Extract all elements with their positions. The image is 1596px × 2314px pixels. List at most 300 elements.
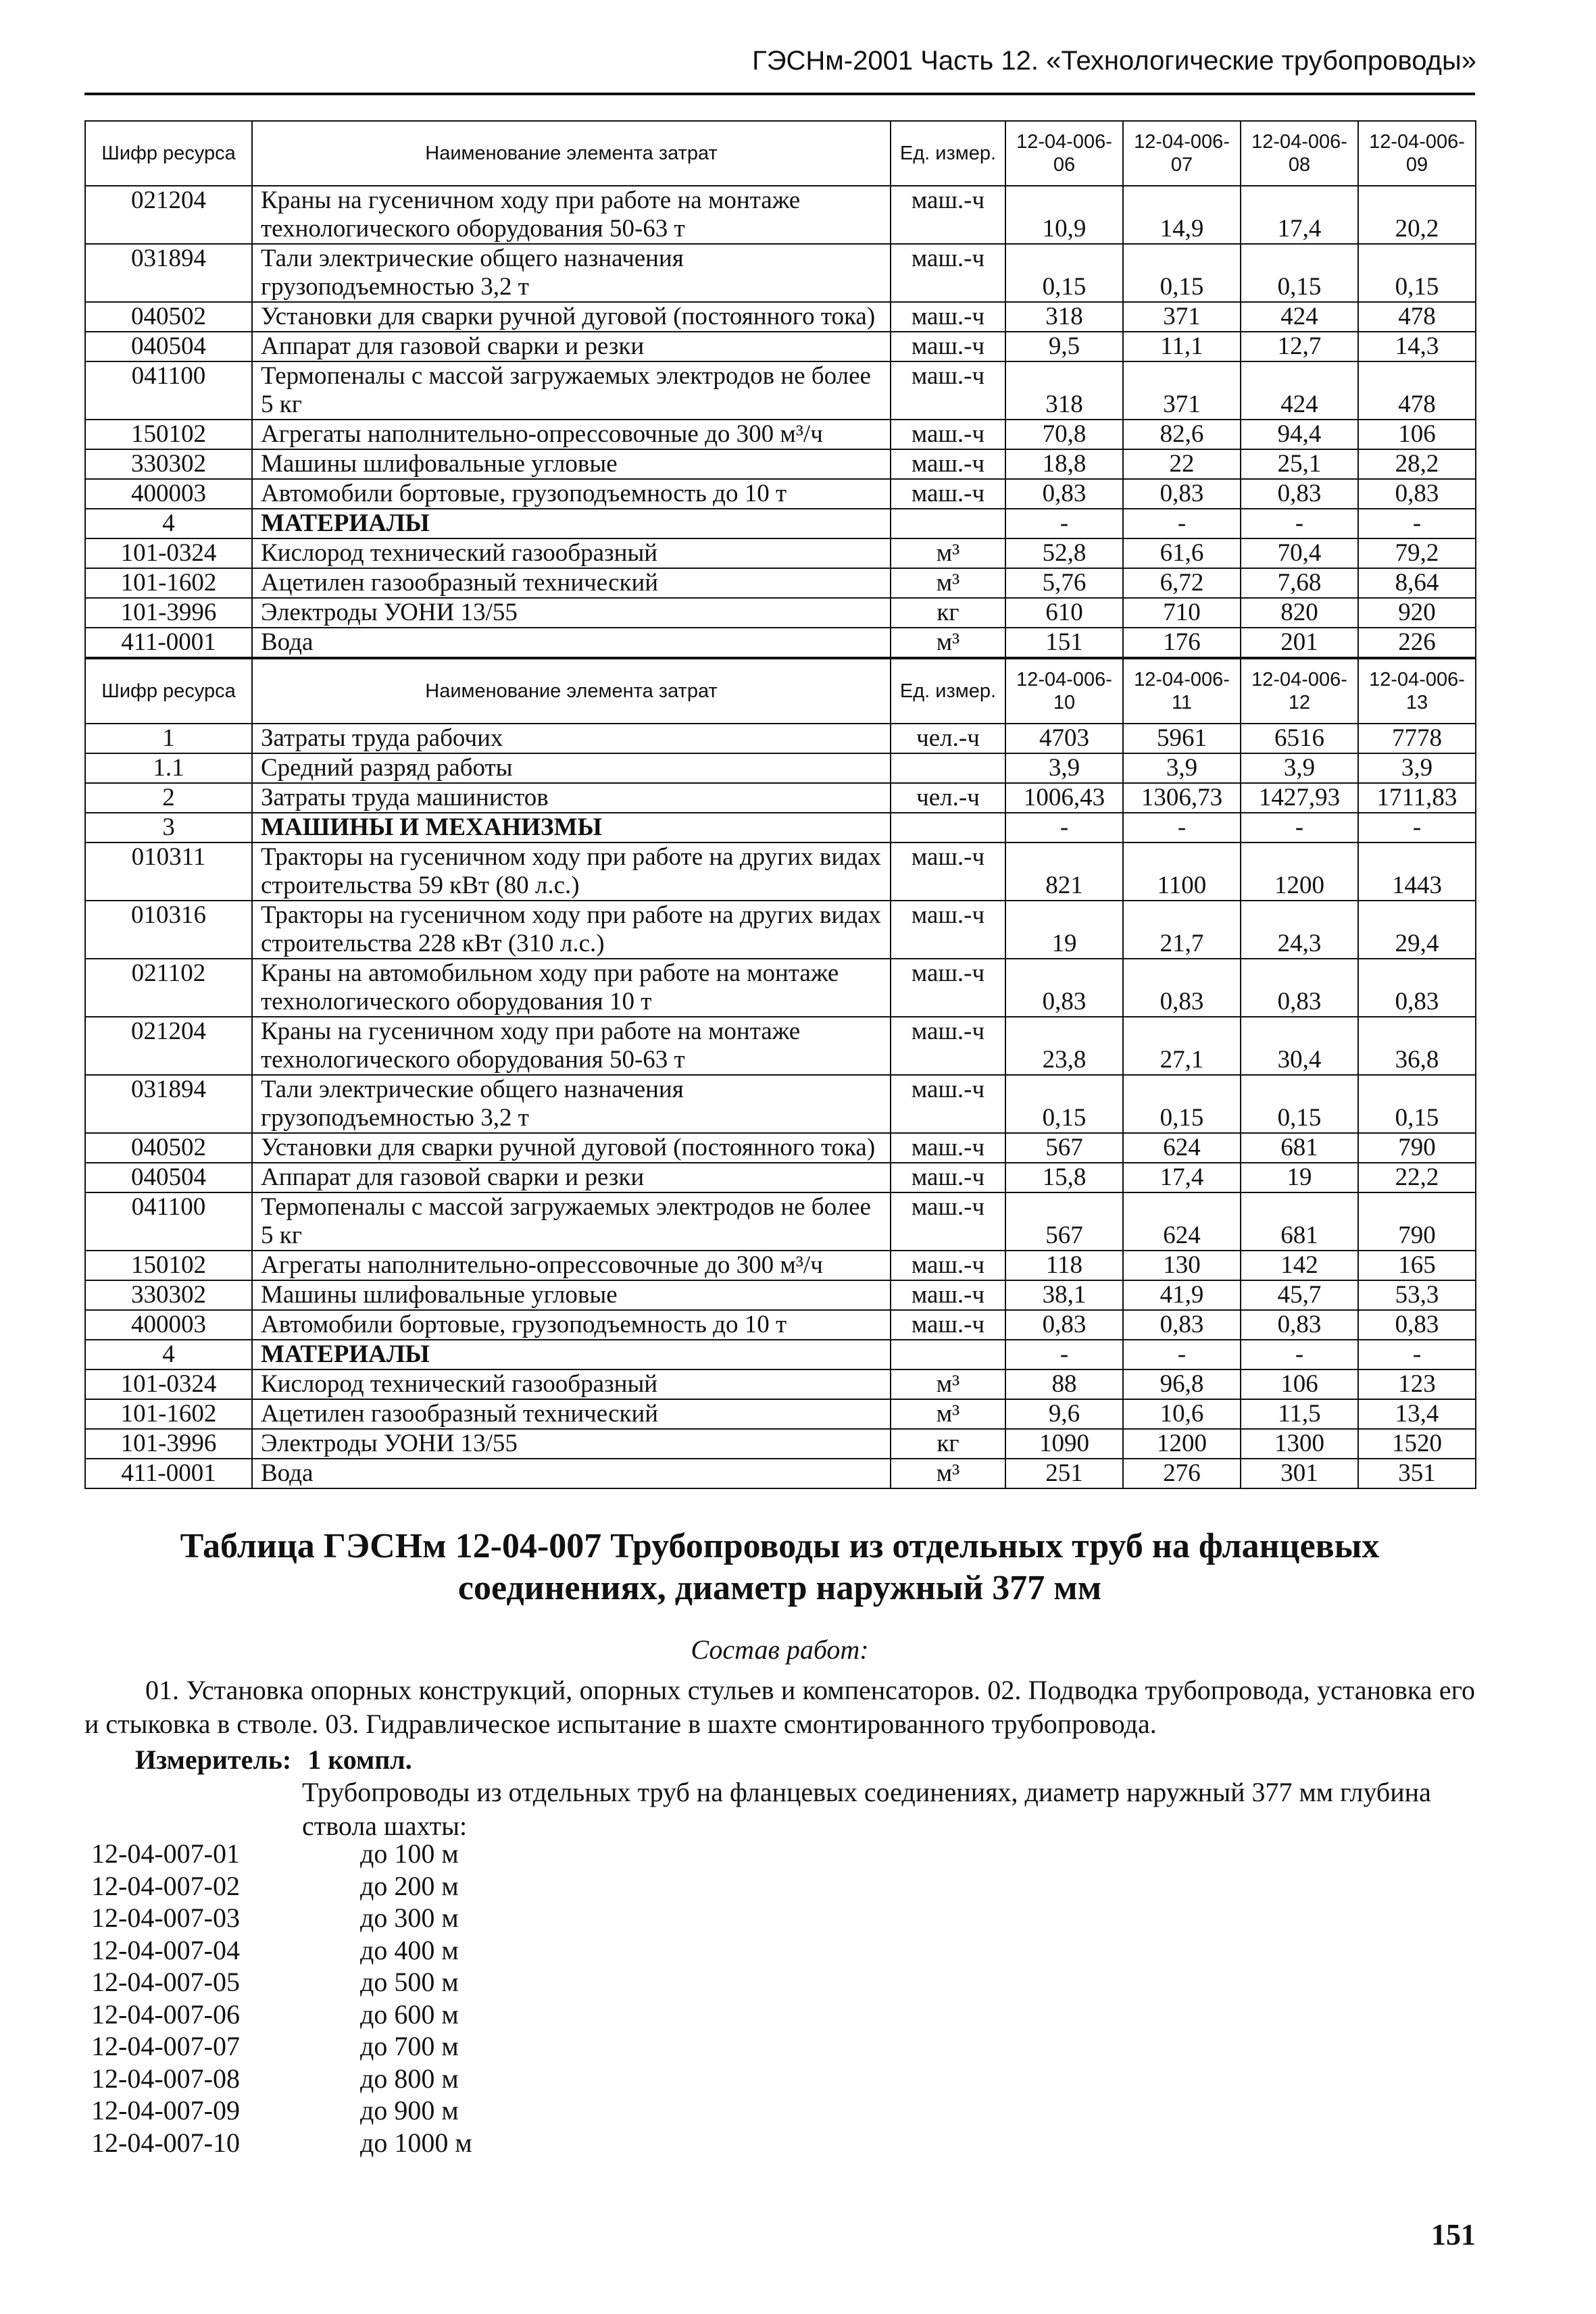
unit: маш.-ч: [891, 842, 1005, 901]
value: 351: [1358, 1459, 1476, 1488]
unit: [891, 1340, 1005, 1369]
variant-depth: до 600 м: [360, 1998, 459, 2030]
variant-depth: до 100 м: [360, 1838, 459, 1869]
composition-title: Состав работ:: [691, 1634, 869, 1665]
table-row: [85, 1192, 1476, 1251]
value: 106: [1241, 1369, 1358, 1399]
unit: маш.-ч: [891, 449, 1005, 479]
value: 0,83: [1123, 479, 1241, 509]
col-header-variant: 12-04-006-13: [1358, 659, 1476, 724]
unit: маш.-ч: [891, 959, 1005, 1017]
value: 14,3: [1358, 332, 1476, 361]
table-row: [85, 1340, 1476, 1369]
value: 5,76: [1005, 568, 1123, 598]
resource-code: 400003: [85, 479, 252, 509]
variant-depth: до 200 м: [360, 1870, 459, 1901]
resource-name: МАТЕРИАЛЫ: [252, 509, 891, 538]
value: 29,4: [1358, 901, 1476, 959]
value: 1200: [1241, 842, 1358, 901]
variant-code: 12-04-007-10: [91, 2127, 240, 2158]
unit: маш.-ч: [891, 244, 1005, 302]
value: 0,83: [1005, 479, 1123, 509]
table-row: [85, 361, 1476, 420]
variant-code: 12-04-007-09: [91, 2095, 240, 2126]
col-header-code: Шифр ресурса: [85, 121, 252, 186]
value: 0,15: [1123, 1075, 1241, 1133]
value: 3,9: [1005, 753, 1123, 783]
unit: маш.-ч: [891, 1192, 1005, 1251]
resource-name: Краны на гусеничном ходу при работе на монтаже технологического оборудования 50-63 т: [252, 1017, 891, 1075]
value: 0,15: [1241, 244, 1358, 302]
value: 1300: [1241, 1429, 1358, 1459]
value: 30,4: [1241, 1017, 1358, 1075]
resource-name: Вода: [252, 628, 891, 657]
table-row: [85, 598, 1476, 628]
resource-table-2: [84, 658, 1476, 1489]
value: 7,68: [1241, 568, 1358, 598]
value: 0,83: [1005, 1310, 1123, 1340]
variant-row: [91, 1902, 472, 1934]
value: 0,83: [1241, 1310, 1358, 1340]
table-row: [85, 449, 1476, 479]
variant-row: [91, 2063, 472, 2095]
measurer: [135, 1743, 412, 1777]
variant-depth: до 900 м: [360, 2095, 459, 2126]
composition-text: 01. Установка опорных конструкций, опорных стульев и компенсаторов. 02. Подводка трубопровода, установка его и стыковка в стволе. 03. Гидравлическое испытание в шахте смонтированного трубопровода.: [84, 1675, 1475, 1739]
resource-code: 101-0324: [85, 538, 252, 568]
resource-code: 021102: [85, 959, 252, 1017]
value: 3,9: [1241, 753, 1358, 783]
value: 201: [1241, 628, 1358, 657]
value: 11,5: [1241, 1399, 1358, 1429]
unit: маш.-ч: [891, 1017, 1005, 1075]
resource-code: 101-3996: [85, 1429, 252, 1459]
value: -: [1241, 509, 1358, 538]
value: 0,83: [1123, 959, 1241, 1017]
variant-row: [91, 1870, 472, 1903]
resource-code: 150102: [85, 1251, 252, 1280]
resource-code: 040504: [85, 332, 252, 361]
resource-name: Средний разряд работы: [252, 753, 891, 783]
unit: м³: [891, 1399, 1005, 1429]
resource-code: 330302: [85, 1280, 252, 1310]
value: -: [1005, 1340, 1123, 1369]
table-row: [85, 1429, 1476, 1459]
col-header-variant: 12-04-006-09: [1358, 121, 1476, 186]
resource-name: Электроды УОНИ 13/55: [252, 598, 891, 628]
table-row: [85, 813, 1476, 842]
value: 3,9: [1358, 753, 1476, 783]
value: 318: [1005, 361, 1123, 420]
unit: м³: [891, 538, 1005, 568]
table-row: [85, 332, 1476, 361]
resource-name: Кислород технический газообразный: [252, 1369, 891, 1399]
table-row: [85, 1075, 1476, 1133]
resource-code: 4: [85, 509, 252, 538]
value: 567: [1005, 1133, 1123, 1163]
value: 371: [1123, 361, 1241, 420]
unit: маш.-ч: [891, 1251, 1005, 1280]
resource-name: Тали электрические общего назначения грузоподъемностью 3,2 т: [252, 1075, 891, 1133]
col-header-name: Наименование элемента затрат: [252, 659, 891, 724]
unit: м³: [891, 1369, 1005, 1399]
unit: чел.-ч: [891, 724, 1005, 753]
resource-name: Автомобили бортовые, грузоподъемность до 10 т: [252, 479, 891, 509]
col-header-code: Шифр ресурса: [85, 659, 252, 724]
resource-code: 330302: [85, 449, 252, 479]
unit: [891, 813, 1005, 842]
value: 12,7: [1241, 332, 1358, 361]
resource-code: 031894: [85, 1075, 252, 1133]
resource-code: 040502: [85, 302, 252, 332]
value: 0,83: [1123, 1310, 1241, 1340]
value: 478: [1358, 361, 1476, 420]
resource-name: Термопеналы с массой загружаемых электродов не более 5 кг: [252, 1192, 891, 1251]
unit: маш.-ч: [891, 1133, 1005, 1163]
resource-name: МАШИНЫ И МЕХАНИЗМЫ: [252, 813, 891, 842]
value: 478: [1358, 302, 1476, 332]
resource-name: Ацетилен газообразный технический: [252, 568, 891, 598]
value: 301: [1241, 1459, 1358, 1488]
table-row: [85, 783, 1476, 813]
table-row: [85, 302, 1476, 332]
variant-row: [91, 2030, 472, 2063]
value: 1443: [1358, 842, 1476, 901]
value: 38,1: [1005, 1280, 1123, 1310]
unit: м³: [891, 1459, 1005, 1488]
resource-code: 041100: [85, 361, 252, 420]
value: 13,4: [1358, 1399, 1476, 1429]
value: 11,1: [1123, 332, 1241, 361]
unit: маш.-ч: [891, 1310, 1005, 1340]
resource-code: 1: [85, 724, 252, 753]
resource-name: Агрегаты наполнительно-опрессовочные до 300 м³/ч: [252, 420, 891, 449]
unit: маш.-ч: [891, 361, 1005, 420]
resource-name: Агрегаты наполнительно-опрессовочные до 300 м³/ч: [252, 1251, 891, 1280]
value: 0,15: [1241, 1075, 1358, 1133]
variant-code: 12-04-007-05: [91, 1967, 240, 1997]
value: 79,2: [1358, 538, 1476, 568]
resource-name: Аппарат для газовой сварки и резки: [252, 332, 891, 361]
value: 17,4: [1241, 186, 1358, 244]
resource-name: Тали электрические общего назначения грузоподъемностью 3,2 т: [252, 244, 891, 302]
value: 20,2: [1358, 186, 1476, 244]
variants-intro: Трубопроводы из отдельных труб на фланцевых соединениях, диаметр наружный 377 мм глубина ствола шахты:: [302, 1777, 1431, 1841]
resource-code: 4: [85, 1340, 252, 1369]
col-header-variant: 12-04-006-12: [1241, 659, 1358, 724]
value: 70,8: [1005, 420, 1123, 449]
value: 22: [1123, 449, 1241, 479]
value: 1006,43: [1005, 783, 1123, 813]
table-row: [85, 1399, 1476, 1429]
unit: маш.-ч: [891, 186, 1005, 244]
variant-code: 12-04-007-07: [91, 2031, 240, 2061]
table-row: [85, 1310, 1476, 1340]
table-row: [85, 538, 1476, 568]
resource-code: 101-0324: [85, 1369, 252, 1399]
value: 88: [1005, 1369, 1123, 1399]
value: 10,9: [1005, 186, 1123, 244]
col-header-variant: 12-04-006-08: [1241, 121, 1358, 186]
variant-code: 12-04-007-06: [91, 1998, 240, 2030]
table-row: [85, 244, 1476, 302]
resource-name: Кислород технический газообразный: [252, 538, 891, 568]
unit: маш.-ч: [891, 420, 1005, 449]
resource-code: 021204: [85, 1017, 252, 1075]
value: 14,9: [1123, 186, 1241, 244]
resource-code: 010311: [85, 842, 252, 901]
variant-row: [91, 1934, 472, 1967]
value: -: [1241, 813, 1358, 842]
value: 3,9: [1123, 753, 1241, 783]
value: 22,2: [1358, 1163, 1476, 1192]
value: 8,64: [1358, 568, 1476, 598]
value: 820: [1241, 598, 1358, 628]
measurer-value: 1 компл.: [307, 1744, 412, 1775]
value: 276: [1123, 1459, 1241, 1488]
variant-depth: до 300 м: [360, 1903, 459, 1933]
resource-code: 101-1602: [85, 1399, 252, 1429]
variant-row: [91, 2094, 472, 2127]
value: 70,4: [1241, 538, 1358, 568]
unit: [891, 753, 1005, 783]
variant-depth: до 400 м: [360, 1934, 459, 1965]
table-row: [85, 901, 1476, 959]
value: 821: [1005, 842, 1123, 901]
value: 318: [1005, 302, 1123, 332]
value: 1306,73: [1123, 783, 1241, 813]
resource-name: Вода: [252, 1459, 891, 1488]
table-row: [85, 479, 1476, 509]
value: 7778: [1358, 724, 1476, 753]
resource-name: Машины шлифовальные угловые: [252, 1280, 891, 1310]
variant-code: 12-04-007-04: [91, 1934, 240, 1965]
value: 27,1: [1123, 1017, 1241, 1075]
value: 45,7: [1241, 1280, 1358, 1310]
value: 4703: [1005, 724, 1123, 753]
table-row: [85, 1163, 1476, 1192]
table-row: [85, 1280, 1476, 1310]
value: 0,15: [1358, 244, 1476, 302]
value: 151: [1005, 628, 1123, 657]
variant-code: 12-04-007-02: [91, 1870, 240, 1901]
resource-code: 400003: [85, 1310, 252, 1340]
value: -: [1123, 509, 1241, 538]
value: 41,9: [1123, 1280, 1241, 1310]
value: 0,83: [1241, 479, 1358, 509]
table-row: [85, 1133, 1476, 1163]
running-header: ГЭСНм-2001 Часть 12. «Технологические трубопроводы»: [752, 46, 1476, 76]
resource-code: 1.1: [85, 753, 252, 783]
value: 5961: [1123, 724, 1241, 753]
col-header-variant: 12-04-006-06: [1005, 121, 1123, 186]
table-row: [85, 724, 1476, 753]
value: -: [1005, 813, 1123, 842]
value: 28,2: [1358, 449, 1476, 479]
resource-name: Краны на автомобильном ходу при работе на монтаже технологического оборудования 10 т: [252, 959, 891, 1017]
value: 61,6: [1123, 538, 1241, 568]
value: -: [1005, 509, 1123, 538]
variant-row: [91, 1838, 472, 1870]
value: 1100: [1123, 842, 1241, 901]
value: 0,15: [1123, 244, 1241, 302]
variant-row: [91, 2127, 472, 2159]
resource-name: Установки для сварки ручной дуговой (постоянного тока): [252, 1133, 891, 1163]
value: 624: [1123, 1133, 1241, 1163]
table-body: [85, 186, 1476, 657]
value: 9,6: [1005, 1399, 1123, 1429]
variant-code: 12-04-007-03: [91, 1903, 240, 1933]
resource-name: Установки для сварки ручной дуговой (постоянного тока): [252, 302, 891, 332]
table-row: [85, 420, 1476, 449]
resource-code: 411-0001: [85, 1459, 252, 1488]
resource-name: Термопеналы с массой загружаемых электродов не более 5 кг: [252, 361, 891, 420]
value: 0,83: [1241, 959, 1358, 1017]
value: 1200: [1123, 1429, 1241, 1459]
value: 567: [1005, 1192, 1123, 1251]
resource-table-1: [84, 120, 1476, 658]
value: 6,72: [1123, 568, 1241, 598]
table-row: [85, 1017, 1476, 1075]
value: 165: [1358, 1251, 1476, 1280]
variant-row: [91, 1998, 472, 2031]
unit: м³: [891, 568, 1005, 598]
resource-code: 2: [85, 783, 252, 813]
measurer-label: Измеритель:: [135, 1744, 292, 1775]
value: 94,4: [1241, 420, 1358, 449]
value: -: [1123, 813, 1241, 842]
variant-depth: до 800 м: [360, 2063, 459, 2094]
table-row: [85, 842, 1476, 901]
resource-name: Автомобили бортовые, грузоподъемность до 10 т: [252, 1310, 891, 1340]
col-header-name: Наименование элемента затрат: [252, 121, 891, 186]
resource-name: МАТЕРИАЛЫ: [252, 1340, 891, 1369]
value: 53,3: [1358, 1280, 1476, 1310]
value: 15,8: [1005, 1163, 1123, 1192]
value: -: [1358, 813, 1476, 842]
value: 710: [1123, 598, 1241, 628]
value: 0,83: [1005, 959, 1123, 1017]
resource-code: 411-0001: [85, 628, 252, 657]
value: 96,8: [1123, 1369, 1241, 1399]
value: -: [1241, 1340, 1358, 1369]
col-header-variant: 12-04-006-07: [1123, 121, 1241, 186]
resource-name: Краны на гусеничном ходу при работе на монтаже технологического оборудования 50-63 т: [252, 186, 891, 244]
resource-name: Тракторы на гусеничном ходу при работе на других видах строительства 59 кВт (80 л.с.): [252, 842, 891, 901]
value: 176: [1123, 628, 1241, 657]
table-row: [85, 959, 1476, 1017]
value: 0,83: [1358, 479, 1476, 509]
unit: кг: [891, 1429, 1005, 1459]
value: 123: [1358, 1369, 1476, 1399]
resource-name: Электроды УОНИ 13/55: [252, 1429, 891, 1459]
value: 0,15: [1005, 1075, 1123, 1133]
resource-name: Тракторы на гусеничном ходу при работе на других видах строительства 228 кВт (310 л.с.): [252, 901, 891, 959]
unit: маш.-ч: [891, 1075, 1005, 1133]
value: 18,8: [1005, 449, 1123, 479]
table-row: [85, 1251, 1476, 1280]
value: 118: [1005, 1251, 1123, 1280]
table-row: [85, 753, 1476, 783]
value: 19: [1005, 901, 1123, 959]
table-row: [85, 1369, 1476, 1399]
unit: кг: [891, 598, 1005, 628]
value: 36,8: [1358, 1017, 1476, 1075]
value: 0,83: [1358, 1310, 1476, 1340]
value: 24,3: [1241, 901, 1358, 959]
unit: маш.-ч: [891, 1163, 1005, 1192]
value: 920: [1358, 598, 1476, 628]
value: 9,5: [1005, 332, 1123, 361]
value: 142: [1241, 1251, 1358, 1280]
variant-depth: до 1000 м: [360, 2127, 472, 2158]
variant-code: 12-04-007-01: [91, 1838, 240, 1869]
unit: м³: [891, 628, 1005, 657]
value: 1090: [1005, 1429, 1123, 1459]
table-row: [85, 1459, 1476, 1488]
resource-name: Ацетилен газообразный технический: [252, 1399, 891, 1429]
resource-code: 040504: [85, 1163, 252, 1192]
value: 251: [1005, 1459, 1123, 1488]
value: 790: [1358, 1133, 1476, 1163]
table-row: [85, 509, 1476, 538]
value: 1427,93: [1241, 783, 1358, 813]
value: 25,1: [1241, 449, 1358, 479]
value: 0,83: [1358, 959, 1476, 1017]
value: -: [1358, 509, 1476, 538]
unit: маш.-ч: [891, 479, 1005, 509]
variants-list: [91, 1838, 472, 2159]
unit: чел.-ч: [891, 783, 1005, 813]
value: 17,4: [1123, 1163, 1241, 1192]
table-row: [85, 186, 1476, 244]
value: -: [1123, 1340, 1241, 1369]
resource-code: 031894: [85, 244, 252, 302]
value: 106: [1358, 420, 1476, 449]
resource-name: Аппарат для газовой сварки и резки: [252, 1163, 891, 1192]
value: 424: [1241, 361, 1358, 420]
col-header-unit: Ед. измер.: [891, 659, 1005, 724]
resource-code: 150102: [85, 420, 252, 449]
resource-code: 010316: [85, 901, 252, 959]
variant-code: 12-04-007-08: [91, 2063, 240, 2094]
value: 624: [1123, 1192, 1241, 1251]
value: 681: [1241, 1192, 1358, 1251]
unit: маш.-ч: [891, 901, 1005, 959]
value: -: [1358, 1340, 1476, 1369]
variant-depth: до 700 м: [360, 2031, 459, 2061]
table-caption: Таблица ГЭСНм 12-04-007 Трубопроводы из отдельных труб на фланцевых соединениях, диаметр наружный 377 мм: [180, 1527, 1380, 1607]
value: 82,6: [1123, 420, 1241, 449]
value: 10,6: [1123, 1399, 1241, 1429]
col-header-unit: Ед. измер.: [891, 121, 1005, 186]
value: 424: [1241, 302, 1358, 332]
value: 1711,83: [1358, 783, 1476, 813]
page-number: 151: [1431, 2218, 1476, 2251]
value: 371: [1123, 302, 1241, 332]
variant-depth: до 500 м: [360, 1967, 459, 1997]
table-row: [85, 568, 1476, 598]
value: 19: [1241, 1163, 1358, 1192]
unit: маш.-ч: [891, 1280, 1005, 1310]
col-header-variant: 12-04-006-10: [1005, 659, 1123, 724]
value: 130: [1123, 1251, 1241, 1280]
value: 23,8: [1005, 1017, 1123, 1075]
resource-code: 021204: [85, 186, 252, 244]
resource-code: 101-3996: [85, 598, 252, 628]
value: 0,15: [1358, 1075, 1476, 1133]
unit: маш.-ч: [891, 302, 1005, 332]
